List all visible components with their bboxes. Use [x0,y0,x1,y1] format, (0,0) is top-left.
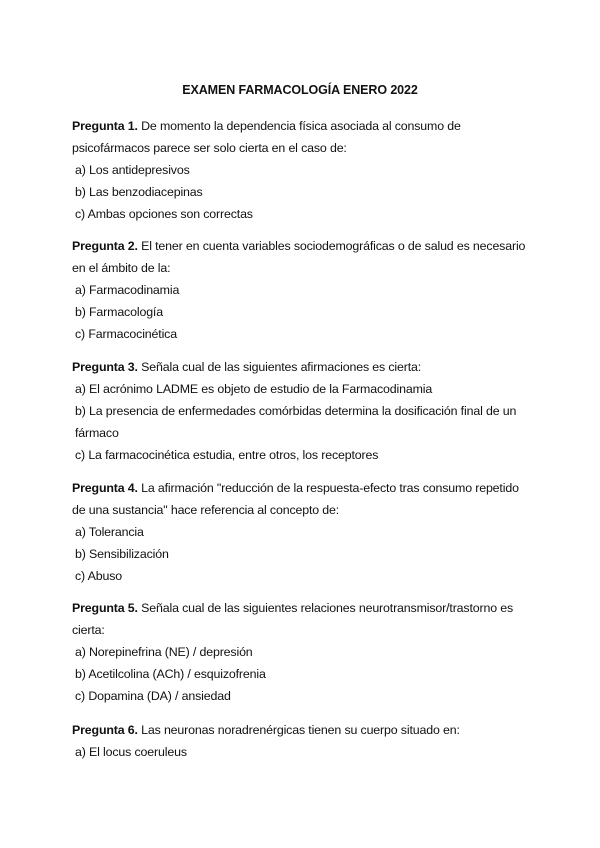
question-text [72,597,532,641]
question-text [72,719,532,741]
question-label: Pregunta 1. [72,119,138,133]
question-label: Pregunta 4. [72,481,138,495]
question-label: Pregunta 2. [72,239,138,253]
question-3 [72,356,532,466]
question-body: Las neuronas noradrenérgicas tienen su cuerpo situado en: [141,723,460,737]
question-label: Pregunta 6. [72,723,138,737]
option-b: b) Acetilcolina (ACh) / esquizofrenia [75,667,266,681]
question-text [72,356,532,378]
option-c: c) Abuso [75,569,123,583]
option-a: a) Farmacodinamia [75,283,180,297]
option-a: a) El locus coeruleus [75,745,187,759]
question-body: Señala cual de las siguientes afirmaciones es cierta: [141,360,422,374]
option-b: b) La presencia de enfermedades comórbidas determina la dosificación final de un fármaco [75,404,517,440]
option-b: b) Farmacología [75,305,163,319]
exam-title: EXAMEN FARMACOLOGÍA ENERO 2022 [182,83,418,97]
option-a: a) Los antidepresivos [75,163,190,177]
option-b: b) Sensibilización [75,547,169,561]
question-label: Pregunta 5. [72,601,138,615]
option-c: c) Dopamina (DA) / ansiedad [75,689,231,703]
option-c: c) Farmacocinética [75,327,177,341]
question-body: De momento la dependencia física asociada al consumo de psicofármacos parece ser solo cierta en el caso de: [72,119,461,155]
question-body: El tener en cuenta variables sociodemográficas o de salud es necesario en el ámbito de la: [72,239,526,275]
question-label: Pregunta 3. [72,360,138,374]
question-text [72,477,532,521]
option-b: b) Las benzodiacepinas [75,185,203,199]
question-text [72,235,532,279]
question-5 [72,597,532,707]
question-2 [72,235,532,345]
question-body: Señala cual de las siguientes relaciones neurotransmisor/trastorno es cierta: [72,601,514,637]
option-a: a) Norepinefrina (NE) / depresión [75,645,253,659]
option-a: a) Tolerancia [75,525,144,539]
question-body: La afirmación "reducción de la respuesta-efecto tras consumo repetido de una sustancia" hace referencia al concepto de: [72,481,519,517]
question-6 [72,719,532,763]
option-c: c) Ambas opciones son correctas [75,207,253,221]
question-1 [72,115,532,225]
option-a: a) El acrónimo LADME es objeto de estudio de la Farmacodinamia [75,382,433,396]
question-4 [72,477,532,587]
question-text [72,115,532,159]
option-c: c) La farmacocinética estudia, entre otros, los receptores [75,448,379,462]
